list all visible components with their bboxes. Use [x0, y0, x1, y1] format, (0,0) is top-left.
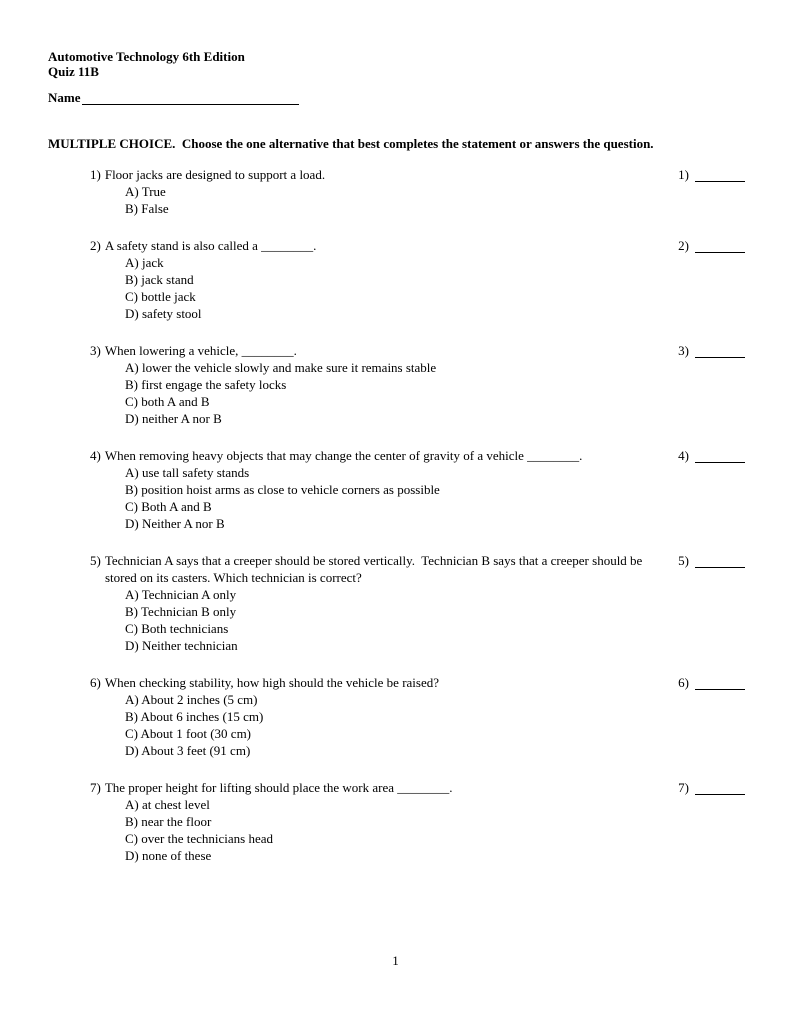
option-line: C) Both technicians — [125, 621, 229, 636]
question-stem — [90, 674, 655, 691]
answer-number: 1) — [678, 167, 689, 182]
option-line: A) use tall safety stands — [125, 465, 250, 480]
question-number: 6) — [90, 675, 101, 690]
answer-blank-line — [695, 794, 745, 795]
question-main — [90, 674, 655, 759]
question-text: Technician A says that a creeper should be stored vertically. Technician B says that a creeper should be stored on its casters. Which technician is correct? — [104, 553, 643, 585]
question-number: 1) — [90, 167, 101, 182]
option-line: A) True — [125, 184, 166, 199]
page-footer: 1 — [392, 953, 399, 968]
question-text: When removing heavy objects that may change the center of gravity of a vehicle ________. — [104, 448, 583, 463]
question-number: 4) — [90, 448, 101, 463]
question-number: 5) — [90, 553, 101, 568]
answer-number: 5) — [678, 553, 689, 568]
option-line: B) False — [125, 201, 169, 216]
question-stem — [90, 166, 655, 183]
option-line: B) position hoist arms as close to vehicle corners as possible — [125, 482, 440, 497]
option-line: A) About 2 inches (5 cm) — [125, 692, 258, 707]
answer-number: 4) — [678, 448, 689, 463]
answer-slot — [678, 552, 745, 569]
question-text: Floor jacks are designed to support a load. — [104, 167, 326, 182]
question-options — [90, 586, 655, 654]
question-number: 7) — [90, 780, 101, 795]
question-options — [90, 464, 655, 532]
option-line: B) first engage the safety locks — [125, 377, 287, 392]
answer-number: 2) — [678, 238, 689, 253]
document-title: Automotive Technology 6th Edition — [48, 49, 245, 64]
question-block — [90, 237, 745, 322]
option-line: B) jack stand — [125, 272, 194, 287]
question-stem — [90, 552, 655, 586]
document-header — [48, 49, 745, 79]
question-text: When checking stability, how high should the vehicle be raised? — [104, 675, 440, 690]
answer-number: 3) — [678, 343, 689, 358]
option-line: C) About 1 foot (30 cm) — [125, 726, 252, 741]
answer-slot — [678, 237, 745, 254]
question-block — [90, 166, 745, 217]
name-label: Name — [48, 90, 81, 105]
answer-slot — [678, 674, 745, 691]
question-main — [90, 166, 655, 217]
option-line: A) lower the vehicle slowly and make sure it remains stable — [125, 360, 437, 375]
question-main — [90, 342, 655, 427]
question-main — [90, 447, 655, 532]
question-main — [90, 237, 655, 322]
question-stem — [90, 779, 655, 796]
question-options — [90, 183, 655, 217]
option-line: C) bottle jack — [125, 289, 196, 304]
option-line: D) neither A nor B — [125, 411, 222, 426]
option-line: A) at chest level — [125, 797, 210, 812]
questions-list — [90, 166, 745, 864]
answer-slot — [678, 779, 745, 796]
answer-slot — [678, 447, 745, 464]
question-text: A safety stand is also called a ________. — [104, 238, 317, 253]
question-number: 2) — [90, 238, 101, 253]
answer-blank-line — [695, 462, 745, 463]
instructions-line: MULTIPLE CHOICE. Choose the one alternative that best completes the statement or answers the question. — [48, 136, 654, 151]
answer-blank-line — [695, 252, 745, 253]
quiz-number: Quiz 11B — [48, 64, 99, 79]
option-line: B) About 6 inches (15 cm) — [125, 709, 264, 724]
question-stem — [90, 447, 655, 464]
question-block — [90, 552, 745, 654]
question-text: When lowering a vehicle, ________. — [104, 343, 297, 358]
option-line: D) none of these — [125, 848, 212, 863]
question-main — [90, 552, 655, 654]
question-options — [90, 254, 655, 322]
question-options — [90, 796, 655, 864]
answer-slot — [678, 342, 745, 359]
option-line: D) About 3 feet (91 cm) — [125, 743, 251, 758]
option-line: C) Both A and B — [125, 499, 212, 514]
question-stem — [90, 342, 655, 359]
option-line: D) Neither A nor B — [125, 516, 225, 531]
answer-blank-line — [695, 181, 745, 182]
answer-blank-line — [695, 689, 745, 690]
option-line: B) Technician B only — [125, 604, 237, 619]
answer-number: 6) — [678, 675, 689, 690]
option-line: D) Neither technician — [125, 638, 238, 653]
question-block — [90, 674, 745, 759]
option-line: A) jack — [125, 255, 164, 270]
question-main — [90, 779, 655, 864]
answer-blank-line — [695, 567, 745, 568]
answer-number: 7) — [678, 780, 689, 795]
option-line: A) Technician A only — [125, 587, 237, 602]
name-blank-line — [82, 104, 299, 105]
question-options — [90, 691, 655, 759]
answer-slot — [678, 166, 745, 183]
option-line: C) both A and B — [125, 394, 210, 409]
name-row — [48, 90, 745, 105]
question-text: The proper height for lifting should place the work area ________. — [104, 780, 453, 795]
option-line: B) near the floor — [125, 814, 212, 829]
question-block — [90, 342, 745, 427]
question-options — [90, 359, 655, 427]
answer-blank-line — [695, 357, 745, 358]
option-line: C) over the technicians head — [125, 831, 273, 846]
question-number: 3) — [90, 343, 101, 358]
question-block — [90, 447, 745, 532]
question-block — [90, 779, 745, 864]
option-line: D) safety stool — [125, 306, 202, 321]
question-stem — [90, 237, 655, 254]
